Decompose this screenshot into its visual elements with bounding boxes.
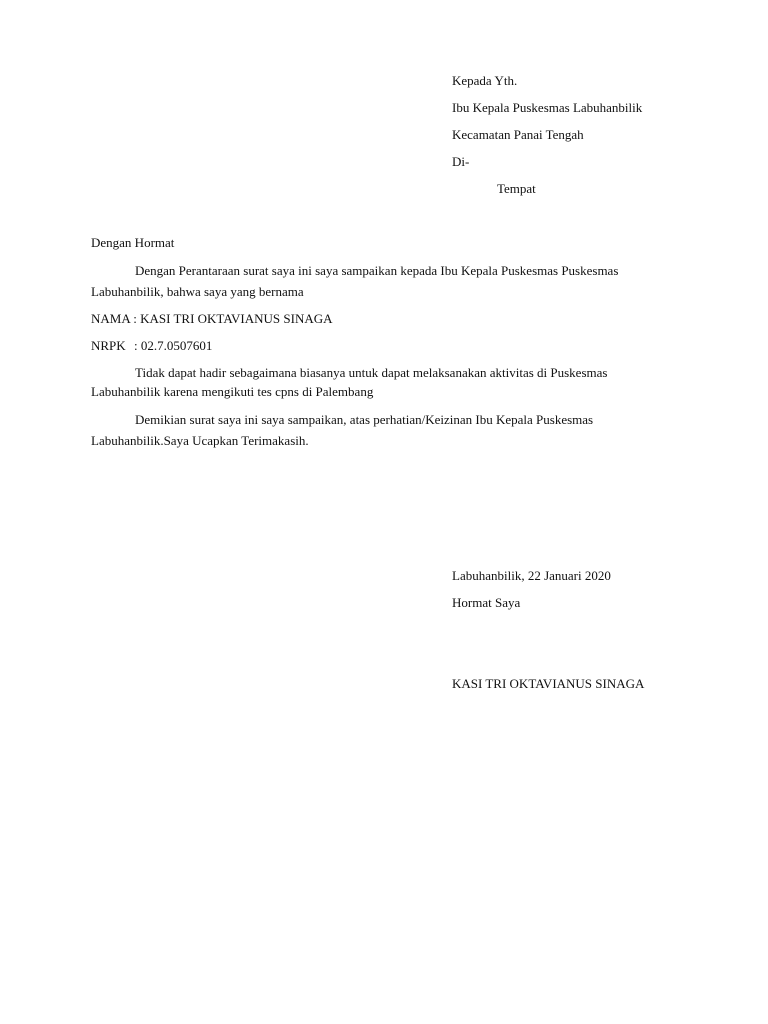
- signer-name: KASI TRI OKTAVIANUS SINAGA: [452, 676, 645, 691]
- paragraph-1-line-1: Dengan Perantaraan surat saya ini saya sampaikan kepada Ibu Kepala Puskesmas Puskesmas: [135, 263, 619, 278]
- paragraph-3-line-1: Demikian surat saya ini saya sampaikan, atas perhatian/Keizinan Ibu Kepala Puskesmas: [135, 412, 594, 427]
- recipient-line-1: Kepada Yth.: [452, 73, 518, 88]
- recipient-line-2: Ibu Kepala Puskesmas Labuhanbilik: [452, 100, 643, 115]
- closing-salutation: Hormat Saya: [452, 595, 521, 610]
- nrpk-value: : 02.7.0507601: [134, 338, 213, 353]
- paragraph-2-line-2: Labuhanbilik karena mengikuti tes cpns di Palembang: [91, 384, 374, 399]
- greeting: Dengan Hormat: [91, 235, 175, 250]
- paragraph-1-line-2: Labuhanbilik, bahwa saya yang bernama: [91, 284, 304, 299]
- recipient-line-5: Tempat: [497, 181, 536, 196]
- recipient-line-4: Di-: [452, 154, 470, 169]
- paragraph-2-line-1: Tidak dapat hadir sebagaimana biasanya untuk dapat melaksanakan aktivitas di Puskesmas: [135, 365, 608, 380]
- place-date: Labuhanbilik, 22 Januari 2020: [452, 568, 611, 583]
- recipient-line-3: Kecamatan Panai Tengah: [452, 127, 584, 142]
- nrpk-label: NRPK: [91, 338, 126, 353]
- name-line: NAMA : KASI TRI OKTAVIANUS SINAGA: [91, 311, 333, 326]
- paragraph-3-line-2: Labuhanbilik.Saya Ucapkan Terimakasih.: [91, 433, 309, 448]
